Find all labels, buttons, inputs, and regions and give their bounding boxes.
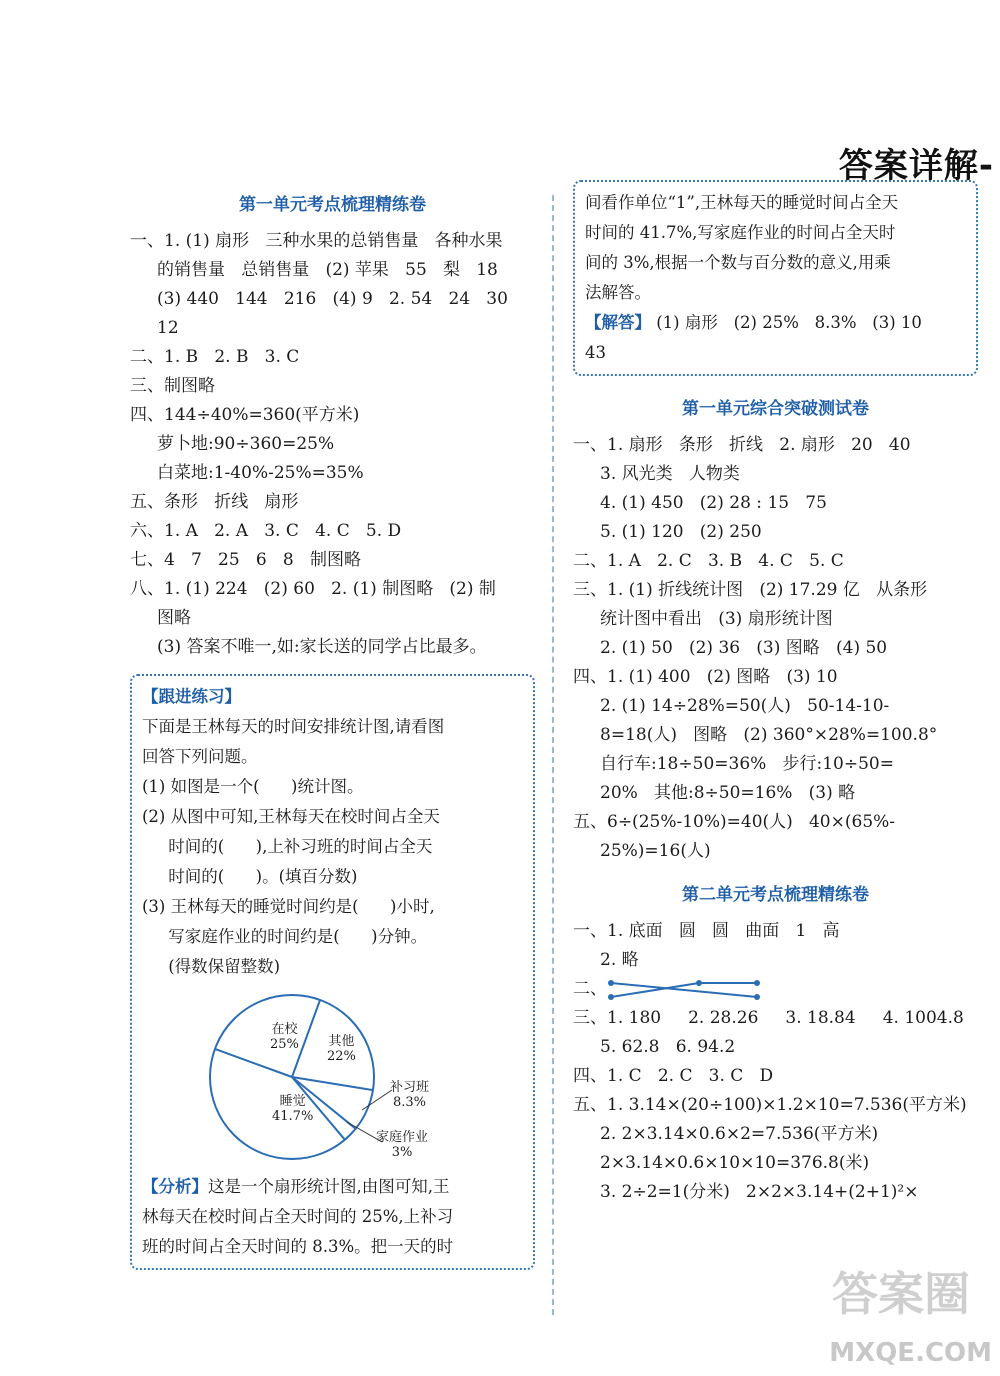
text-line: 一、1. 底面 圆 圆 曲面 1 高 [573,921,840,941]
text-line: 8=18(人) 图略 (2) 360°×28%=100.8° [573,725,938,745]
answer-lines [130,227,535,662]
text-line: 2. (1) 50 (2) 36 (3) 图略 (4) 50 [573,638,888,658]
text-line: 统计图中看出 (3) 扇形统计图 [573,609,833,629]
text-line: 三、1. 180 2. 28.26 3. 18.84 4. 1004.8 [573,1008,964,1028]
column-divider [552,195,554,1315]
practice-box [130,674,535,1270]
watermark-text: MXQE.COM [829,1338,992,1368]
text-line: 间的 3%,根据一个数与百分数的意义,用乘 [585,253,891,272]
matching-figure [573,975,978,1004]
text-line: 四、1. C 2. C 3. C D [573,1066,774,1086]
pie-label-zaixiao: 在校 25% [270,1022,299,1052]
pie-slice-edge [215,1049,292,1077]
text-line: 12 [130,318,179,338]
analysis-continued-box [573,180,978,376]
answer-lines [573,1004,978,1207]
analysis-line: 班的时间占全天时间的 8.3%。把一天的时 [142,1237,454,1256]
text-line: (1) 如图是一个( )统计图。 [142,777,364,796]
text-line: 20% 其他:8÷50=16% (3) 略 [573,783,856,803]
answer-line-2: 43 [585,343,606,362]
pie-leader-line [362,1090,392,1110]
watermark-logo: 答案圈 [832,1267,970,1321]
pie-label-jiating: 家庭作业 3% [376,1130,429,1160]
pie-chart-svg [142,982,527,1172]
text-line: 三、1. (1) 折线统计图 (2) 17.29 亿 从条形 [573,580,928,600]
matching-lines-figure [607,975,777,1004]
text-line: 5. (1) 120 (2) 250 [573,522,762,542]
text-line: 六、1. A 2. A 3. C 4. C 5. D [130,521,402,541]
text-line: (得数保留整数) [142,957,281,976]
text-line: 自行车:18÷50=36% 步行:10÷50= [573,754,894,774]
text-line: 时间的( )。(填百分数) [142,867,358,886]
text-line: 法解答。 [585,283,651,302]
text-line: 写家庭作业的时间约是( )分钟。 [142,927,428,946]
practice-lines [142,712,523,982]
text-line: 五、1. 3.14×(20÷100)×1.2×10=7.536(平方米) [573,1095,967,1115]
text-line: (3) 440 144 216 (4) 9 2. 54 24 30 [130,289,508,309]
text-line: (3) 王林每天的睡觉时间约是( )小时, [142,897,435,916]
text-line: 回答下列问题。 [142,747,258,766]
answer-lines [573,431,978,866]
text-line: 五、条形 折线 扇形 [130,492,299,512]
text-line: 5. 62.8 6. 94.2 [573,1037,736,1057]
analysis-tag: 【分析】 [142,1177,208,1196]
left-column [130,190,535,1270]
text-line: 一、1. (1) 扇形 三种水果的总销售量 各种水果 [130,231,503,251]
answer-lines [573,917,978,975]
answer-line [585,308,966,338]
pie-label-shuijiao: 睡觉 41.7% [272,1094,314,1124]
item-number: 二、 [573,979,607,999]
text-line: 白菜地:1-40%-25%=35% [130,463,364,483]
text-line: 时间的( ),上补习班的时间占全天 [142,837,433,856]
text-line: 一、1. 扇形 条形 折线 2. 扇形 20 40 [573,435,911,455]
text-line: 2. 2×3.14×0.6×2=7.536(平方米) [573,1124,879,1144]
text-line: 五、6÷(25%-10%)=40(人) 40×(65%- [573,812,896,832]
analysis-continued-lines [585,188,966,308]
text-line: 间看作单位“1”,王林每天的睡觉时间占全天 [585,193,899,212]
section-title: 第一单元综合突破测试卷 [682,399,869,419]
page-header-title: 答案详解- [838,146,994,186]
text-line: 2×3.14×0.6×10×10=376.8(米) [573,1153,870,1173]
pie-label-buxiban: 补习班 8.3% [390,1080,430,1110]
text-line: 四、144÷40%=360(平方米) [130,405,360,425]
text-line: 时间的 41.7%,写家庭作业的时间占全天时 [585,223,896,242]
text-line: 二、1. B 2. B 3. C [130,347,300,367]
text-line: 萝卜地:90÷360=25% [130,434,335,454]
analysis-line: 林每天在校时间占全天时间的 25%,上补习 [142,1207,454,1226]
pie-chart [142,982,527,1172]
text-line: 2. 略 [573,950,639,970]
text-line: 25%)=16(人) [573,841,711,861]
practice-tag: 【跟进练习】 [142,687,241,706]
text-line: 八、1. (1) 224 (2) 60 2. (1) 制图略 (2) 制 [130,579,496,599]
analysis-text: 这是一个扇形统计图,由图可知,王 [208,1177,450,1196]
text-line: 3. 风光类 人物类 [573,464,740,484]
text-line: 的销售量 总销售量 (2) 苹果 55 梨 18 [130,260,498,280]
text-line: 下面是王林每天的时间安排统计图,请看图 [142,717,445,736]
answer-text: (1) 扇形 (2) 25% 8.3% (3) 10 [651,313,922,332]
text-line: 2. (1) 14÷28%=50(人) 50-14-10- [573,696,890,716]
right-column [573,180,978,1207]
text-line: 三、制图略 [130,376,215,396]
pie-label-qita: 其他 22% [327,1034,356,1064]
text-line: (2) 从图中可知,王林每天在校时间占全天 [142,807,440,826]
text-line: 二、1. A 2. C 3. B 4. C 5. C [573,551,844,571]
answer-tag: 【解答】 [585,313,651,332]
text-line: 图略 [130,608,192,628]
text-line: 七、4 7 25 6 8 制图略 [130,550,361,570]
section-title: 第二单元考点梳理精练卷 [682,885,869,905]
section-title: 第一单元考点梳理精练卷 [239,195,426,215]
text-line: 3. 2÷2=1(分米) 2×2×3.14+(2+1)²× [573,1182,919,1202]
text-line: 四、1. (1) 400 (2) 图略 (3) 10 [573,667,838,687]
text-line: 4. (1) 450 (2) 28 : 15 75 [573,493,827,513]
text-line: (3) 答案不唯一,如:家长送的同学占比最多。 [130,637,487,657]
analysis-first-line [142,1172,523,1202]
